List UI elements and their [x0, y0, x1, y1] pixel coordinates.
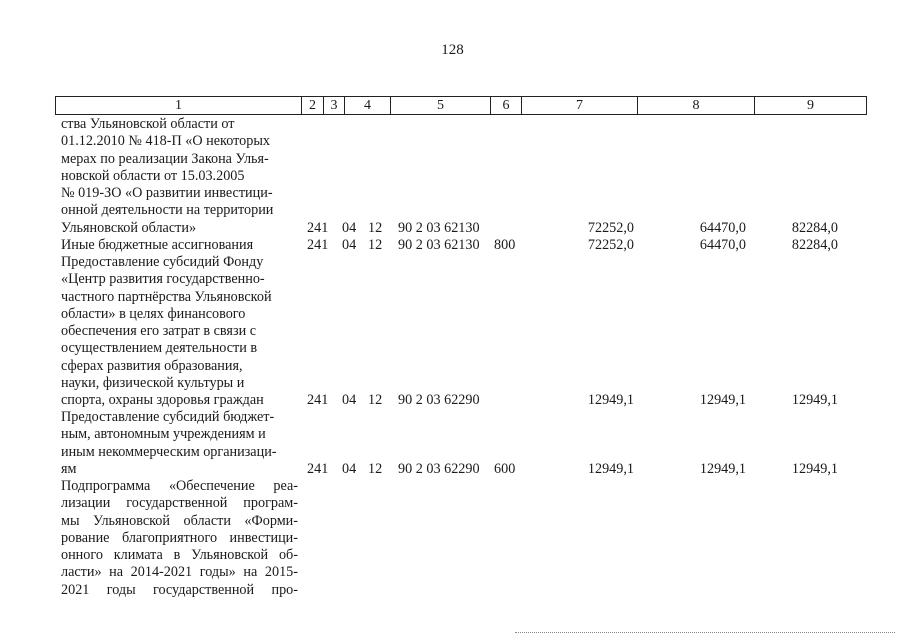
cell-c7: 12949,1 [587, 392, 634, 408]
desc-line: сферах развития образования, [61, 357, 243, 374]
cell-c4: 12 [368, 220, 383, 236]
desc-line: «Центр развития государственно- [61, 271, 265, 288]
desc-line: онного климата в Ульяновской об- [61, 547, 298, 564]
header-col-2: 2 [301, 97, 323, 114]
desc-line: осуществлением деятельности в [61, 340, 258, 357]
desc-line: мерах по реализации Закона Улья- [61, 150, 269, 167]
header-col-9: 9 [754, 97, 866, 114]
header-col-8: 8 [637, 97, 754, 114]
desc-line: 01.12.2010 № 418-П «О некоторых [61, 133, 270, 150]
desc-line: новской области от 15.03.2005 [61, 167, 245, 184]
header-col-4: 4 [344, 97, 390, 114]
cell-c7: 72252,0 [587, 220, 634, 236]
cell-c9: 82284,0 [791, 237, 838, 253]
desc-line: спорта, охраны здоровья граждан [61, 392, 264, 409]
desc-line: ласти» на 2014-2021 годы» на 2015- [61, 564, 298, 581]
header-col-1: 1 [175, 98, 182, 113]
desc-line: частного партнёрства Ульяновской [61, 288, 272, 305]
cell-c8: 12949,1 [699, 392, 746, 408]
cell-c8: 12949,1 [699, 461, 746, 477]
cell-c5: 90 2 03 62290 [398, 461, 480, 477]
desc-line: онной деятельности на территории [61, 202, 274, 219]
desc-line: ства Ульяновской области от [61, 116, 235, 132]
cell-c9: 12949,1 [791, 461, 838, 477]
header-col-5: 5 [390, 97, 490, 114]
cell-c3: 04 [342, 392, 357, 408]
desc-line: Предоставление субсидий бюджет- [61, 409, 275, 425]
cell-c7: 72252,0 [587, 237, 634, 253]
page-number: 128 [441, 42, 464, 58]
cell-c3: 04 [342, 220, 357, 236]
cell-c2: 241 [307, 461, 329, 477]
row-description [61, 237, 298, 254]
row-description [61, 254, 298, 410]
header-col-7: 7 [521, 97, 637, 114]
cell-c2: 241 [307, 220, 329, 236]
cell-c7: 12949,1 [587, 461, 634, 477]
table-header-row [55, 96, 867, 115]
header-col-3: 3 [323, 97, 344, 114]
cell-c8: 64470,0 [699, 220, 746, 236]
desc-line: Подпрограмма «Обеспечение реа- [61, 478, 298, 494]
row-description [61, 116, 298, 237]
desc-line: области» в целях финансового [61, 305, 246, 322]
desc-line: ям [61, 460, 77, 477]
cell-c8: 64470,0 [699, 237, 746, 253]
row-description [61, 409, 298, 478]
row-description [61, 478, 298, 599]
desc-line: лизации государственной програм- [61, 495, 298, 512]
desc-line: 2021 годы государственной про- [61, 581, 298, 598]
header-col-6: 6 [490, 97, 521, 114]
cell-c2: 241 [307, 237, 329, 253]
cell-c3: 04 [342, 461, 357, 477]
desc-line: рование благоприятного инвестици- [61, 529, 298, 546]
desc-line: иным некоммерческим организаци- [61, 443, 277, 460]
desc-line: Иные бюджетные ассигнования [61, 237, 254, 253]
cell-c4: 12 [368, 392, 383, 408]
cell-c3: 04 [342, 237, 357, 253]
desc-line: науки, физической культуры и [61, 375, 245, 392]
cell-c5: 90 2 03 62290 [398, 392, 480, 408]
cell-c2: 241 [307, 392, 329, 408]
cell-c4: 12 [368, 461, 383, 477]
desc-line: обеспечения его затрат в связи с [61, 323, 257, 340]
cell-c4: 12 [368, 237, 383, 253]
cell-c6: 800 [494, 237, 516, 253]
desc-line: ным, автономным учреждениям и [61, 426, 266, 443]
desc-line: мы Ульяновской области «Форми- [61, 512, 298, 529]
cell-c9: 12949,1 [791, 392, 838, 408]
cell-c5: 90 2 03 62130 [398, 237, 480, 253]
cell-c5: 90 2 03 62130 [398, 220, 480, 236]
scan-artifact-divider [515, 632, 895, 636]
cell-c9: 82284,0 [791, 220, 838, 236]
desc-line: № 019-ЗО «О развитии инвестици- [61, 185, 273, 202]
cell-c6: 600 [494, 461, 516, 477]
desc-line: Предоставление субсидий Фонду [61, 254, 264, 270]
desc-line: Ульяновской области» [61, 219, 197, 236]
